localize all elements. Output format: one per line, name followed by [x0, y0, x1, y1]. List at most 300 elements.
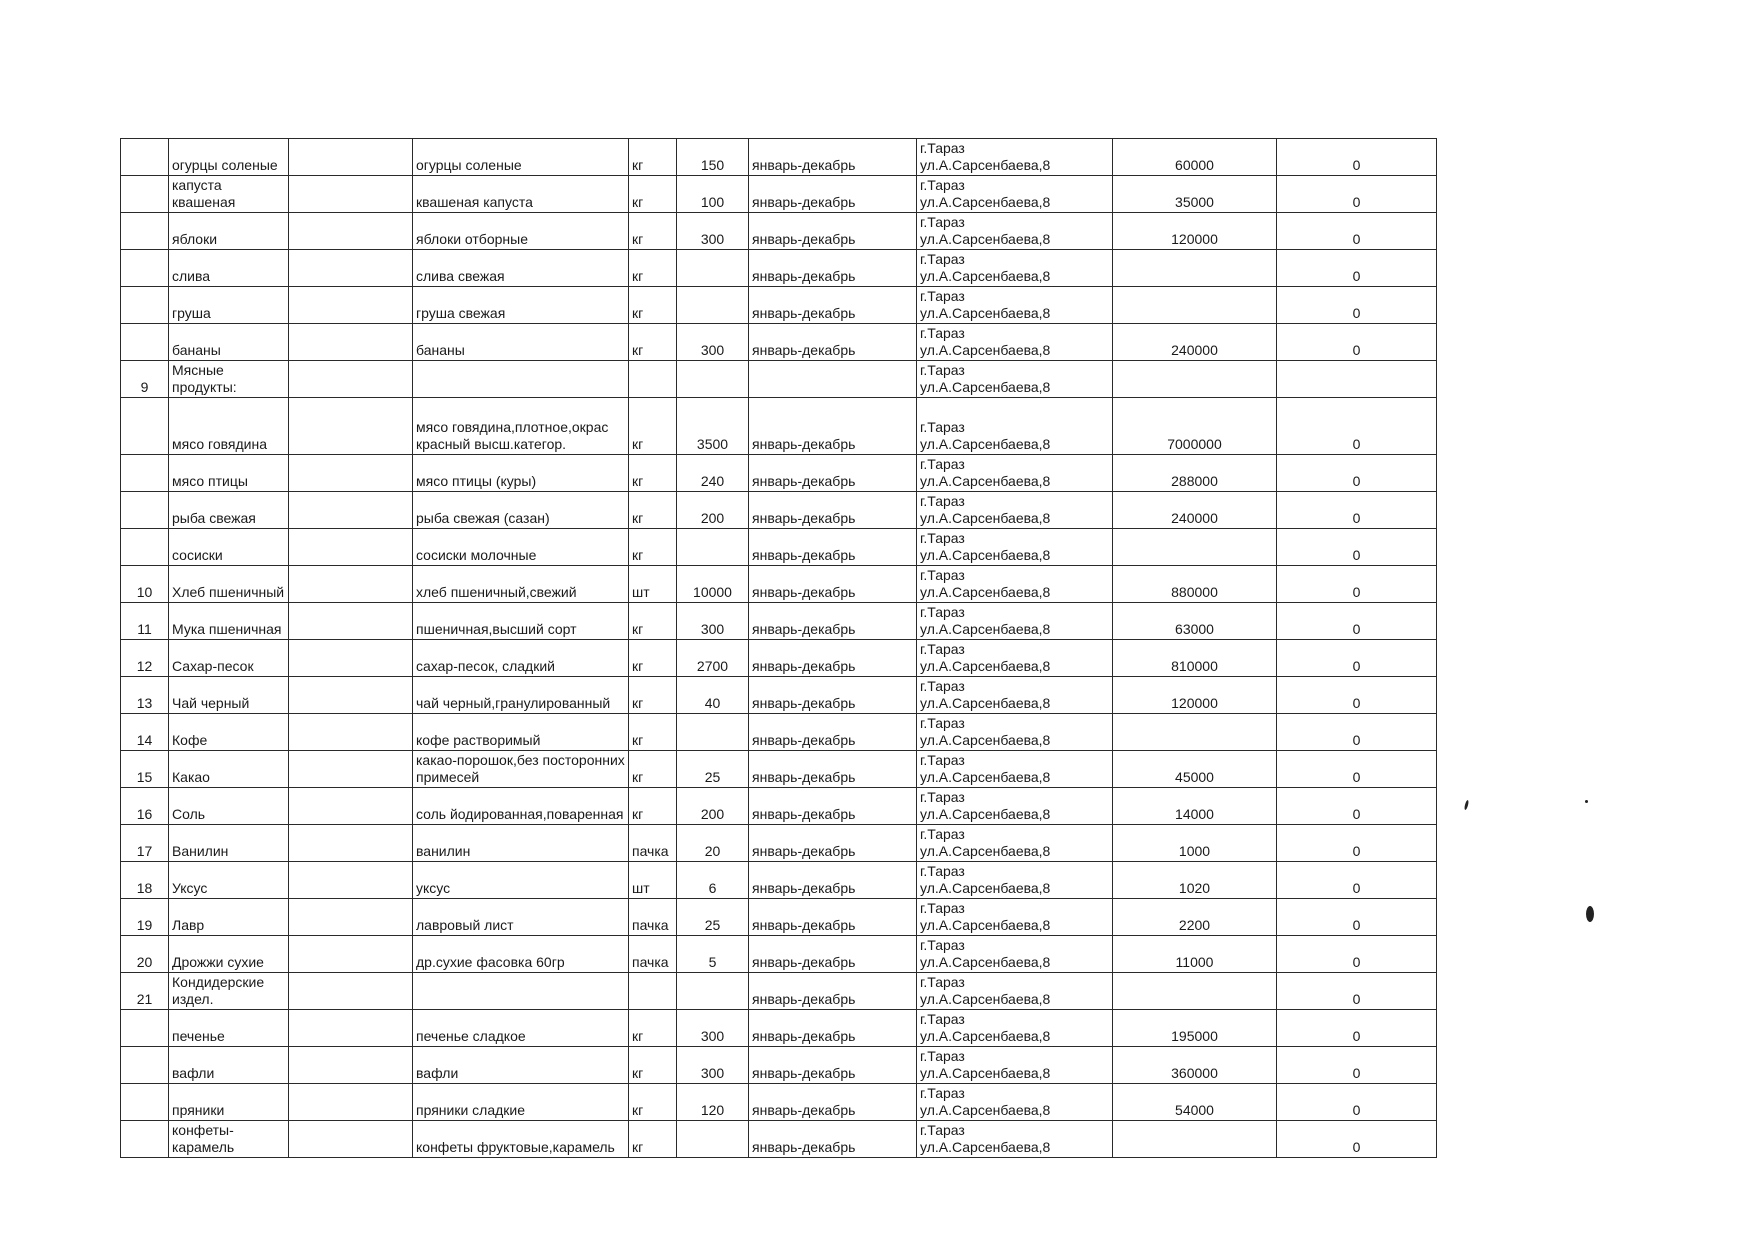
unit: кг — [629, 213, 677, 250]
address-city: г.Тараз — [920, 604, 965, 620]
table-row — [121, 398, 1437, 455]
amount: 2200 — [1113, 899, 1277, 936]
amount: 63000 — [1113, 603, 1277, 640]
item-description — [413, 973, 629, 1010]
scan-speck — [1585, 800, 1588, 803]
quantity: 20 — [677, 825, 749, 862]
delivery-period: январь-декабрь — [749, 1047, 917, 1084]
row-number: 15 — [121, 751, 169, 788]
unit: пачка — [629, 825, 677, 862]
item-description: др.сухие фасовка 60гр — [413, 936, 629, 973]
unit: шт — [629, 862, 677, 899]
address-street: ул.А.Сарсенбаева,8 — [920, 379, 1051, 395]
row-number — [121, 455, 169, 492]
item-name: мясо птицы — [169, 455, 289, 492]
quantity: 10000 — [677, 566, 749, 603]
amount — [1113, 973, 1277, 1010]
quantity: 25 — [677, 751, 749, 788]
quantity: 300 — [677, 324, 749, 361]
unit: кг — [629, 1084, 677, 1121]
address-city: г.Тараз — [920, 214, 965, 230]
item-name: яблоки — [169, 213, 289, 250]
address-street: ул.А.Сарсенбаева,8 — [920, 991, 1051, 1007]
item-description: конфеты фруктовые,карамель — [413, 1121, 629, 1158]
value: 0 — [1277, 492, 1437, 529]
value: 0 — [1277, 1084, 1437, 1121]
value: 0 — [1277, 250, 1437, 287]
blank-cell — [289, 1121, 413, 1158]
address-street: ул.А.Сарсенбаева,8 — [920, 695, 1051, 711]
quantity — [677, 973, 749, 1010]
table-row — [121, 492, 1437, 529]
address-street: ул.А.Сарсенбаева,8 — [920, 584, 1051, 600]
table-row — [121, 361, 1437, 398]
amount: 120000 — [1113, 213, 1277, 250]
unit: кг — [629, 529, 677, 566]
delivery-address — [917, 398, 1113, 455]
value: 0 — [1277, 176, 1437, 213]
delivery-period: январь-декабрь — [749, 751, 917, 788]
amount: 240000 — [1113, 492, 1277, 529]
amount: 360000 — [1113, 1047, 1277, 1084]
row-number — [121, 139, 169, 176]
quantity: 200 — [677, 492, 749, 529]
amount — [1113, 529, 1277, 566]
amount: 1020 — [1113, 862, 1277, 899]
blank-cell — [289, 862, 413, 899]
amount: 1000 — [1113, 825, 1277, 862]
table-row — [121, 862, 1437, 899]
value: 0 — [1277, 603, 1437, 640]
item-description — [413, 361, 629, 398]
delivery-period — [749, 361, 917, 398]
address-city: г.Тараз — [920, 789, 965, 805]
address-city: г.Тараз — [920, 251, 965, 267]
address-street: ул.А.Сарсенбаева,8 — [920, 547, 1051, 563]
blank-cell — [289, 1084, 413, 1121]
address-city: г.Тараз — [920, 456, 965, 472]
delivery-address — [917, 176, 1113, 213]
address-street: ул.А.Сарсенбаева,8 — [920, 843, 1051, 859]
item-description: груша свежая — [413, 287, 629, 324]
amount: 60000 — [1113, 139, 1277, 176]
delivery-address — [917, 1121, 1113, 1158]
delivery-address — [917, 213, 1113, 250]
blank-cell — [289, 973, 413, 1010]
unit: кг — [629, 324, 677, 361]
table-row — [121, 455, 1437, 492]
address-city: г.Тараз — [920, 752, 965, 768]
unit: кг — [629, 788, 677, 825]
delivery-address — [917, 324, 1113, 361]
row-number: 20 — [121, 936, 169, 973]
item-name: Чай черный — [169, 677, 289, 714]
item-description: уксус — [413, 862, 629, 899]
table-body — [121, 139, 1437, 1158]
item-description: огурцы соленые — [413, 139, 629, 176]
value: 0 — [1277, 677, 1437, 714]
item-description: бананы — [413, 324, 629, 361]
value: 0 — [1277, 1047, 1437, 1084]
table-row — [121, 250, 1437, 287]
delivery-address — [917, 1084, 1113, 1121]
delivery-period: январь-декабрь — [749, 936, 917, 973]
value: 0 — [1277, 788, 1437, 825]
quantity: 200 — [677, 788, 749, 825]
quantity: 300 — [677, 213, 749, 250]
delivery-address — [917, 529, 1113, 566]
delivery-period: январь-декабрь — [749, 529, 917, 566]
delivery-address — [917, 603, 1113, 640]
value: 0 — [1277, 825, 1437, 862]
delivery-period: январь-декабрь — [749, 455, 917, 492]
row-number: 17 — [121, 825, 169, 862]
address-city: г.Тараз — [920, 937, 965, 953]
item-description: лавровый лист — [413, 899, 629, 936]
address-street: ул.А.Сарсенбаева,8 — [920, 510, 1051, 526]
row-number — [121, 250, 169, 287]
address-street: ул.А.Сарсенбаева,8 — [920, 194, 1051, 210]
item-name: слива — [169, 250, 289, 287]
delivery-address — [917, 825, 1113, 862]
amount: 195000 — [1113, 1010, 1277, 1047]
delivery-period: январь-декабрь — [749, 250, 917, 287]
address-city: г.Тараз — [920, 900, 965, 916]
blank-cell — [289, 529, 413, 566]
item-description: кофе растворимый — [413, 714, 629, 751]
table-row — [121, 751, 1437, 788]
address-city: г.Тараз — [920, 1085, 965, 1101]
table-row — [121, 936, 1437, 973]
value: 0 — [1277, 899, 1437, 936]
delivery-address — [917, 250, 1113, 287]
unit: пачка — [629, 899, 677, 936]
item-name: груша — [169, 287, 289, 324]
row-number — [121, 1121, 169, 1158]
amount: 54000 — [1113, 1084, 1277, 1121]
value — [1277, 361, 1437, 398]
quantity: 300 — [677, 1047, 749, 1084]
address-street: ул.А.Сарсенбаева,8 — [920, 1065, 1051, 1081]
delivery-period: январь-декабрь — [749, 973, 917, 1010]
blank-cell — [289, 398, 413, 455]
item-name: Уксус — [169, 862, 289, 899]
item-description: ванилин — [413, 825, 629, 862]
table-row — [121, 603, 1437, 640]
amount: 288000 — [1113, 455, 1277, 492]
value: 0 — [1277, 287, 1437, 324]
value: 0 — [1277, 324, 1437, 361]
delivery-period: январь-декабрь — [749, 324, 917, 361]
address-city: г.Тараз — [920, 1048, 965, 1064]
unit: кг — [629, 603, 677, 640]
table-row — [121, 1010, 1437, 1047]
delivery-address — [917, 751, 1113, 788]
amount: 810000 — [1113, 640, 1277, 677]
value: 0 — [1277, 640, 1437, 677]
value: 0 — [1277, 566, 1437, 603]
delivery-period: январь-декабрь — [749, 825, 917, 862]
table-row — [121, 139, 1437, 176]
table-row — [121, 788, 1437, 825]
item-name: вафли — [169, 1047, 289, 1084]
item-description: печенье сладкое — [413, 1010, 629, 1047]
blank-cell — [289, 788, 413, 825]
amount — [1113, 287, 1277, 324]
delivery-period: январь-декабрь — [749, 1084, 917, 1121]
blank-cell — [289, 250, 413, 287]
value: 0 — [1277, 455, 1437, 492]
address-city: г.Тараз — [920, 362, 965, 378]
amount: 880000 — [1113, 566, 1277, 603]
amount: 120000 — [1113, 677, 1277, 714]
item-name: пряники — [169, 1084, 289, 1121]
address-city: г.Тараз — [920, 177, 965, 193]
table-row — [121, 899, 1437, 936]
row-number — [121, 492, 169, 529]
table-row — [121, 1084, 1437, 1121]
delivery-address — [917, 492, 1113, 529]
value: 0 — [1277, 714, 1437, 751]
row-number — [121, 529, 169, 566]
blank-cell — [289, 640, 413, 677]
delivery-period: январь-декабрь — [749, 139, 917, 176]
value: 0 — [1277, 213, 1437, 250]
address-city: г.Тараз — [920, 140, 965, 156]
item-name: Хлеб пшеничный — [169, 566, 289, 603]
row-number — [121, 1047, 169, 1084]
row-number: 11 — [121, 603, 169, 640]
item-description: слива свежая — [413, 250, 629, 287]
table-row — [121, 825, 1437, 862]
table-row — [121, 1047, 1437, 1084]
unit: шт — [629, 566, 677, 603]
delivery-period: январь-декабрь — [749, 677, 917, 714]
item-description: рыба свежая (сазан) — [413, 492, 629, 529]
unit: кг — [629, 139, 677, 176]
blank-cell — [289, 1010, 413, 1047]
item-description: яблоки отборные — [413, 213, 629, 250]
address-city: г.Тараз — [920, 493, 965, 509]
table-row — [121, 287, 1437, 324]
delivery-address — [917, 677, 1113, 714]
address-street: ул.А.Сарсенбаева,8 — [920, 917, 1051, 933]
unit: кг — [629, 677, 677, 714]
quantity — [677, 250, 749, 287]
address-street: ул.А.Сарсенбаева,8 — [920, 954, 1051, 970]
delivery-period: январь-декабрь — [749, 1010, 917, 1047]
table-row — [121, 640, 1437, 677]
unit: кг — [629, 714, 677, 751]
unit: кг — [629, 176, 677, 213]
row-number — [121, 324, 169, 361]
table-row — [121, 213, 1437, 250]
item-name: огурцы соленые — [169, 139, 289, 176]
amount: 14000 — [1113, 788, 1277, 825]
row-number: 13 — [121, 677, 169, 714]
amount: 11000 — [1113, 936, 1277, 973]
delivery-period: январь-декабрь — [749, 862, 917, 899]
delivery-period: январь-декабрь — [749, 398, 917, 455]
blank-cell — [289, 324, 413, 361]
delivery-address — [917, 714, 1113, 751]
amount: 45000 — [1113, 751, 1277, 788]
quantity: 3500 — [677, 398, 749, 455]
row-number: 16 — [121, 788, 169, 825]
scan-speck — [1464, 800, 1469, 810]
item-name: капуста квашеная — [169, 176, 289, 213]
table-row — [121, 1121, 1437, 1158]
quantity: 300 — [677, 603, 749, 640]
table-row — [121, 566, 1437, 603]
table-row — [121, 324, 1437, 361]
address-street: ул.А.Сарсенбаева,8 — [920, 1139, 1051, 1155]
delivery-address — [917, 899, 1113, 936]
item-description: вафли — [413, 1047, 629, 1084]
quantity — [677, 529, 749, 566]
delivery-period: январь-декабрь — [749, 714, 917, 751]
row-number — [121, 1010, 169, 1047]
unit: кг — [629, 1010, 677, 1047]
quantity: 25 — [677, 899, 749, 936]
address-street: ул.А.Сарсенбаева,8 — [920, 658, 1051, 674]
address-city: г.Тараз — [920, 974, 965, 990]
delivery-period: январь-декабрь — [749, 176, 917, 213]
item-description: чай черный,гранулированный — [413, 677, 629, 714]
address-street: ул.А.Сарсенбаева,8 — [920, 436, 1051, 452]
row-number — [121, 213, 169, 250]
delivery-address — [917, 455, 1113, 492]
blank-cell — [289, 139, 413, 176]
unit: кг — [629, 250, 677, 287]
delivery-period: январь-декабрь — [749, 899, 917, 936]
address-city: г.Тараз — [920, 1011, 965, 1027]
item-description: какао-порошок,без посторонних примесей — [413, 751, 629, 788]
value: 0 — [1277, 529, 1437, 566]
row-number: 12 — [121, 640, 169, 677]
delivery-period: январь-декабрь — [749, 603, 917, 640]
delivery-address — [917, 139, 1113, 176]
procurement-table — [120, 138, 1437, 1158]
value: 0 — [1277, 751, 1437, 788]
address-city: г.Тараз — [920, 715, 965, 731]
delivery-address — [917, 640, 1113, 677]
item-description: сосиски молочные — [413, 529, 629, 566]
delivery-address — [917, 287, 1113, 324]
delivery-address — [917, 361, 1113, 398]
table-row — [121, 714, 1437, 751]
address-street: ул.А.Сарсенбаева,8 — [920, 1102, 1051, 1118]
item-name: мясо говядина — [169, 398, 289, 455]
table-row — [121, 973, 1437, 1010]
blank-cell — [289, 492, 413, 529]
address-street: ул.А.Сарсенбаева,8 — [920, 473, 1051, 489]
delivery-address — [917, 566, 1113, 603]
delivery-period: январь-декабрь — [749, 1121, 917, 1158]
item-description: сахар-песок, сладкий — [413, 640, 629, 677]
quantity: 300 — [677, 1010, 749, 1047]
unit — [629, 361, 677, 398]
unit: кг — [629, 492, 677, 529]
item-name: сосиски — [169, 529, 289, 566]
address-street: ул.А.Сарсенбаева,8 — [920, 268, 1051, 284]
item-name: печенье — [169, 1010, 289, 1047]
address-street: ул.А.Сарсенбаева,8 — [920, 231, 1051, 247]
quantity: 6 — [677, 862, 749, 899]
address-street: ул.А.Сарсенбаева,8 — [920, 732, 1051, 748]
address-city: г.Тараз — [920, 419, 965, 435]
blank-cell — [289, 751, 413, 788]
unit: кг — [629, 640, 677, 677]
address-city: г.Тараз — [920, 641, 965, 657]
quantity: 5 — [677, 936, 749, 973]
item-description: мясо птицы (куры) — [413, 455, 629, 492]
item-name: Лавр — [169, 899, 289, 936]
item-name: Дрожжи сухие — [169, 936, 289, 973]
address-city: г.Тараз — [920, 826, 965, 842]
quantity: 40 — [677, 677, 749, 714]
address-street: ул.А.Сарсенбаева,8 — [920, 806, 1051, 822]
item-name: рыба свежая — [169, 492, 289, 529]
address-street: ул.А.Сарсенбаева,8 — [920, 769, 1051, 785]
delivery-address — [917, 788, 1113, 825]
delivery-period: январь-декабрь — [749, 213, 917, 250]
value: 0 — [1277, 1121, 1437, 1158]
blank-cell — [289, 825, 413, 862]
row-number: 10 — [121, 566, 169, 603]
item-description: пряники сладкие — [413, 1084, 629, 1121]
item-description: хлеб пшеничный,свежий — [413, 566, 629, 603]
item-name: Кондидерские издел. — [169, 973, 289, 1010]
delivery-period: январь-декабрь — [749, 492, 917, 529]
amount: 240000 — [1113, 324, 1277, 361]
quantity: 2700 — [677, 640, 749, 677]
amount: 35000 — [1113, 176, 1277, 213]
blank-cell — [289, 213, 413, 250]
row-number: 19 — [121, 899, 169, 936]
item-description: пшеничная,высший сорт — [413, 603, 629, 640]
row-number — [121, 1084, 169, 1121]
address-street: ул.А.Сарсенбаева,8 — [920, 157, 1051, 173]
address-street: ул.А.Сарсенбаева,8 — [920, 1028, 1051, 1044]
delivery-period: январь-декабрь — [749, 287, 917, 324]
quantity — [677, 1121, 749, 1158]
item-name: Сахар-песок — [169, 640, 289, 677]
item-name: Ванилин — [169, 825, 289, 862]
item-name: Какао — [169, 751, 289, 788]
blank-cell — [289, 566, 413, 603]
blank-cell — [289, 603, 413, 640]
address-city: г.Тараз — [920, 678, 965, 694]
row-number: 14 — [121, 714, 169, 751]
item-name: Соль — [169, 788, 289, 825]
blank-cell — [289, 899, 413, 936]
row-number — [121, 176, 169, 213]
delivery-period: январь-декабрь — [749, 566, 917, 603]
value: 0 — [1277, 1010, 1437, 1047]
address-city: г.Тараз — [920, 1122, 965, 1138]
delivery-period: январь-декабрь — [749, 640, 917, 677]
delivery-address — [917, 862, 1113, 899]
item-name: бананы — [169, 324, 289, 361]
blank-cell — [289, 936, 413, 973]
amount — [1113, 250, 1277, 287]
unit: кг — [629, 398, 677, 455]
row-number: 9 — [121, 361, 169, 398]
address-city: г.Тараз — [920, 530, 965, 546]
quantity: 100 — [677, 176, 749, 213]
delivery-address — [917, 1047, 1113, 1084]
